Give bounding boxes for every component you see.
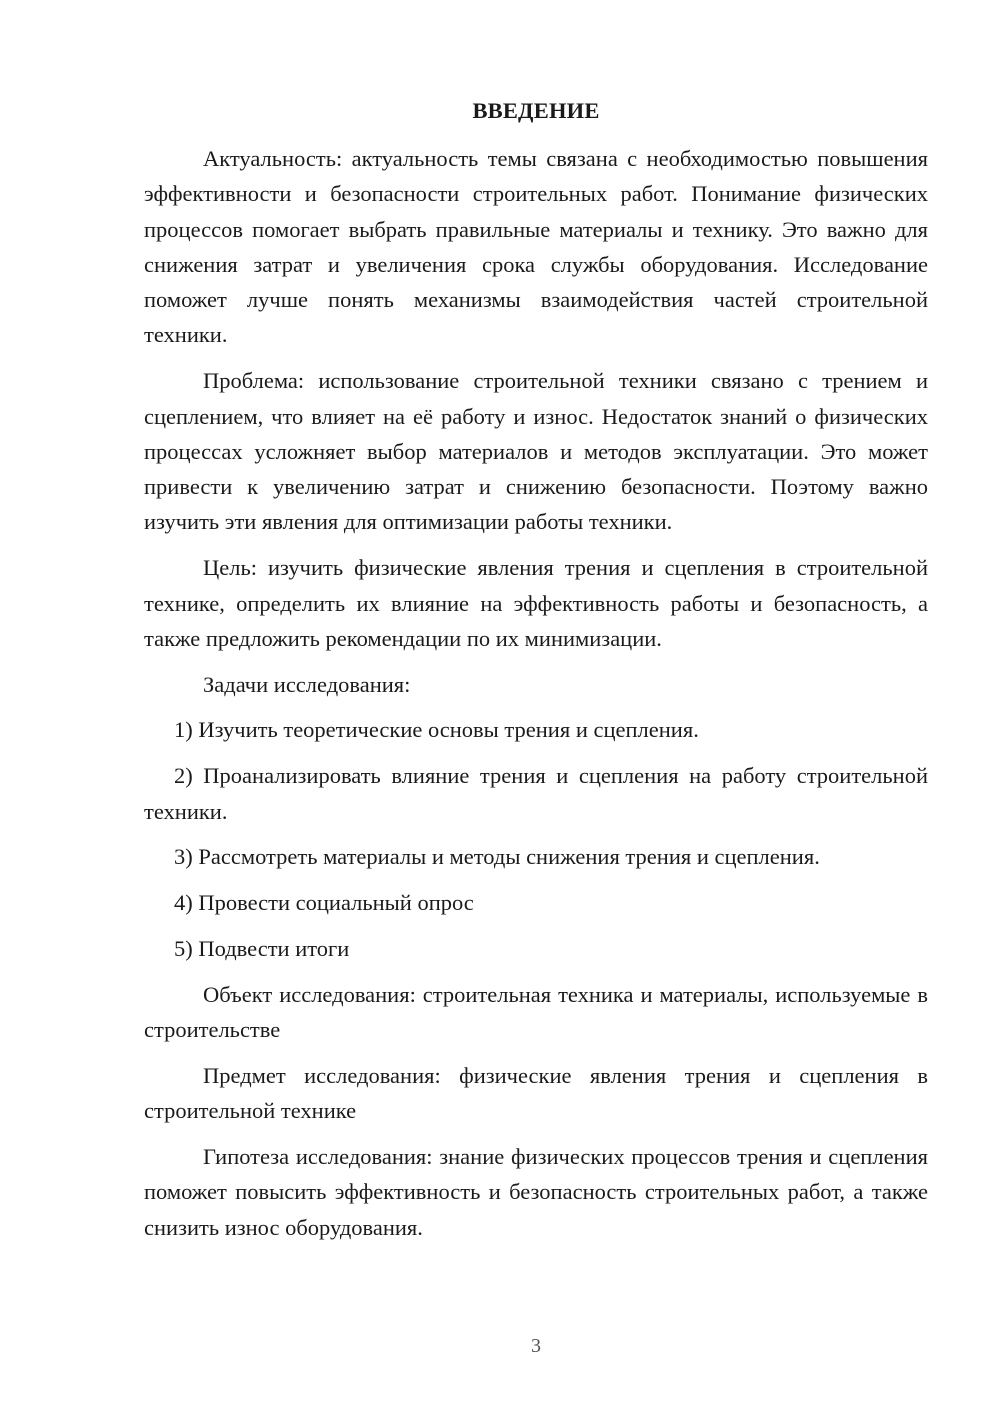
paragraph-hypothesis: Гипотеза исследования: знание физических процессов трения и сцепления поможет повысить эффективность и безопасность строительных работ, а также снизить износ оборудования. bbox=[144, 1143, 928, 1240]
page-number: 3 bbox=[531, 1335, 541, 1357]
list-item-task-2: 2) Проанализировать влияние трения и сцепления на работу строительной техники. bbox=[144, 763, 928, 824]
page-title: ВВЕДЕНИЕ bbox=[472, 98, 600, 123]
paragraph-goal: Цель: изучить физические явления трения и сцепления в строительной технике, определить их влияние на эффективность работы и безопасность, а также предложить рекомендации по их минимизации. bbox=[144, 555, 928, 651]
paragraph-subject: Предмет исследования: физические явления трения и сцепления в строительной технике bbox=[144, 1062, 928, 1124]
paragraph-problem: Проблема: использование строительной техники связано с трением и сцеплением, что влияет на её работу и износ. Недостаток знаний о физических процессах усложняет выбор материалов и методов эксплуатации. Это может привести к увеличению затрат и снижению безопасности. Поэтому важно изучить эти явления для оптимизации работы техники. bbox=[144, 368, 928, 535]
list-item-task-5: 5) Подвести итоги bbox=[174, 935, 350, 961]
list-item-task-4: 4) Провести социальный опрос bbox=[174, 890, 474, 916]
document-body bbox=[144, 141, 928, 1245]
paragraph-tasks-heading: Задачи исследования: bbox=[203, 671, 411, 697]
list-item-task-3: 3) Рассмотреть материалы и методы снижения трения и сцепления. bbox=[174, 844, 820, 870]
paragraph-object: Объект исследования: строительная техника и материалы, используемые в строительстве bbox=[144, 981, 928, 1043]
paragraph-relevance: Актуальность: актуальность темы связана с необходимостью повышения эффективности и безопасности строительных работ. Понимание физических процессов помогает выбрать правильные материалы и технику. Это важно для снижения затрат и увеличения срока службы оборудования. Исследование поможет лучше понять механизмы взаимодействия частей строительной техники. bbox=[144, 146, 928, 348]
list-item-task-1: 1) Изучить теоретические основы трения и сцепления. bbox=[174, 717, 699, 743]
